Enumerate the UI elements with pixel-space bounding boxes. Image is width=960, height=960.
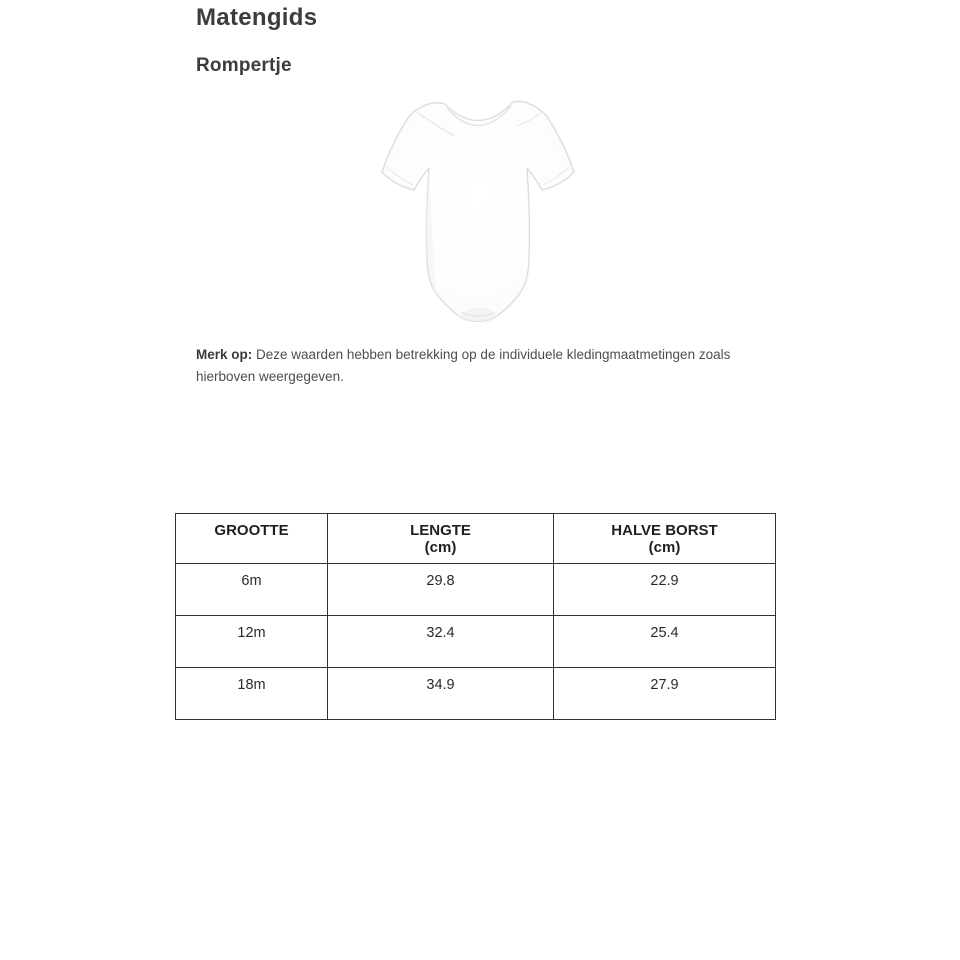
cell-size: 18m — [176, 668, 328, 720]
size-table — [175, 513, 776, 720]
size-table-container — [175, 513, 776, 720]
column-unit: (cm) — [648, 539, 681, 556]
product-name-subtitle: Rompertje — [196, 55, 292, 76]
cell-halve-borst: 25.4 — [554, 616, 776, 668]
page-title: Matengids — [196, 4, 318, 31]
cell-lengte: 32.4 — [328, 616, 554, 668]
table-row-6m — [176, 564, 776, 616]
column-header-grootte — [176, 514, 328, 564]
cell-halve-borst: 22.9 — [554, 564, 776, 616]
note-text — [196, 344, 736, 388]
column-label: LENGTE — [410, 522, 471, 539]
product-image-bodysuit — [373, 88, 585, 332]
table-row-18m — [176, 668, 776, 720]
cell-halve-borst: 27.9 — [554, 668, 776, 720]
column-label: GROOTTE — [214, 522, 289, 539]
column-unit: (cm) — [424, 539, 457, 556]
baby-bodysuit-icon — [373, 88, 585, 332]
note-body: Deze waarden hebben betrekking op de individuele kledingmaatmetingen zoals hierboven weergegeven. — [196, 347, 731, 384]
cell-size: 6m — [176, 564, 328, 616]
table-header-row — [176, 514, 776, 564]
column-header-lengte — [328, 514, 554, 564]
table-row-12m — [176, 616, 776, 668]
cell-size: 12m — [176, 616, 328, 668]
cell-lengte: 29.8 — [328, 564, 554, 616]
column-header-halve-borst — [554, 514, 776, 564]
cell-lengte: 34.9 — [328, 668, 554, 720]
column-label: HALVE BORST — [611, 522, 718, 539]
note-label: Merk op: — [196, 347, 253, 362]
